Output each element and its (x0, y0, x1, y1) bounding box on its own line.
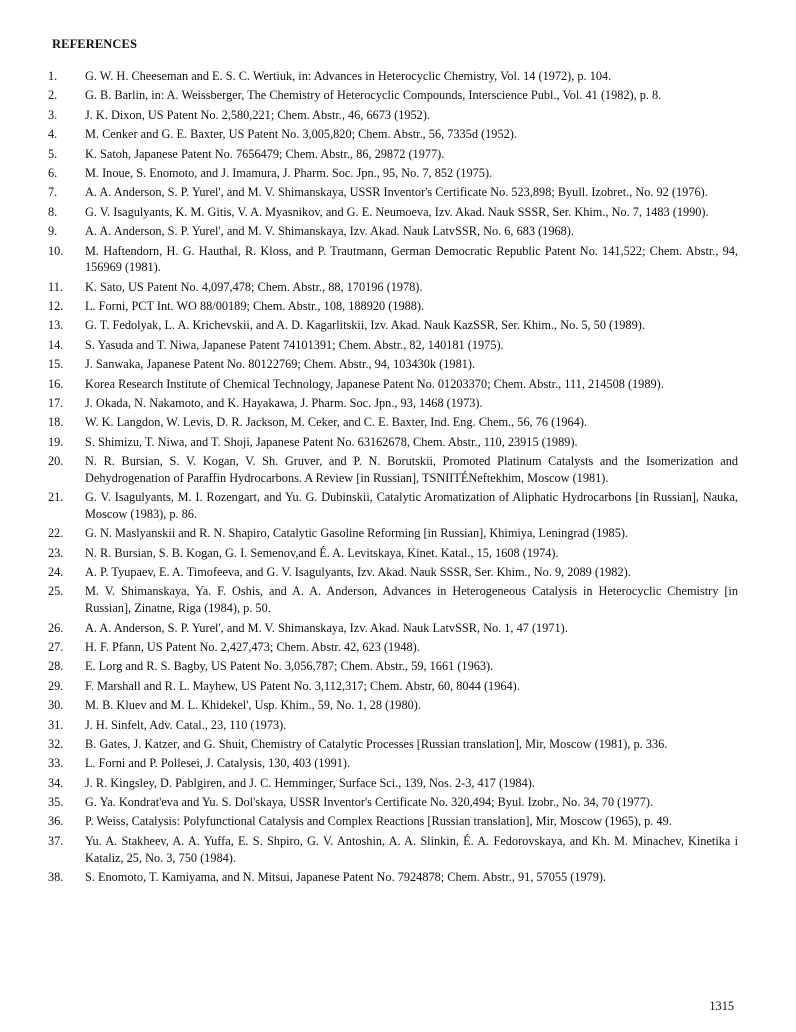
page-number: 1315 (709, 999, 734, 1013)
reference-text: G. B. Barlin, in: A. Weissberger, The Chemistry of Heterocyclic Compounds, Interscience Publ., Vol. 41 (1982), p. 8. (85, 88, 662, 103)
reference-number: 27. (48, 639, 64, 654)
reference-text: B. Gates, J. Katzer, and G. Shuit, Chemistry of Catalytic Processes [Russian translation], Mir, Moscow (1981), p. 336. (85, 736, 668, 751)
reference-number: 14. (48, 337, 64, 352)
reference-number: 4. (48, 127, 58, 142)
reference-text: M. B. Kluev and M. L. Khidekel', Usp. Khim., 59, No. 1, 28 (1980). (85, 698, 421, 713)
reference-entry (48, 68, 738, 85)
reference-entry (48, 395, 738, 412)
references-list (48, 68, 738, 888)
reference-number: 18. (48, 415, 64, 430)
reference-entry (48, 376, 738, 393)
reference-text: W. K. Langdon, W. Levis, D. R. Jackson, M. Ceker, and C. E. Baxter, Ind. Eng. Chem., 56, 76 (1964). (85, 415, 587, 430)
reference-text: M. Cenker and G. E. Baxter, US Patent No. 3,005,820; Chem. Abstr., 56, 7335d (1952). (85, 127, 517, 142)
reference-text: S. Enomoto, T. Kamiyama, and N. Mitsui, Japanese Patent No. 7924878; Chem. Abstr., 91, 57055 (1979). (85, 869, 607, 884)
reference-text: K. Satoh, Japanese Patent No. 7656479; Chem. Abstr., 86, 29872 (1977). (85, 146, 445, 161)
reference-entry (48, 356, 738, 373)
reference-number: 38. (48, 869, 64, 884)
reference-number: 32. (48, 736, 64, 751)
reference-number: 22. (48, 526, 64, 541)
reference-number: 26. (48, 620, 64, 635)
reference-entry (48, 184, 738, 201)
reference-number: 8. (48, 204, 58, 219)
reference-text: G. V. Isagulyants, M. I. Rozengart, and Yu. G. Dubinskii, Catalytic Aromatization of Aliphatic Hydrocarbons [in Russian], Nauka, Moscow (1983), p. 86. (85, 490, 738, 521)
reference-entry (48, 525, 738, 542)
reference-entry (48, 794, 738, 811)
reference-entry (48, 223, 738, 240)
reference-number: 12. (48, 299, 64, 313)
reference-text: L. Forni and P. Pollesei, J. Catalysis, 130, 403 (1991). (85, 756, 351, 771)
reference-number: 3. (48, 107, 58, 122)
reference-number: 35. (48, 795, 64, 810)
reference-number: 25. (48, 584, 64, 599)
reference-text: J. R. Kingsley, D. Pablgiren, and J. C. Hemminger, Surface Sci., 139, Nos. 2-3, 417 (1984). (85, 775, 535, 790)
reference-number: 34. (48, 775, 64, 790)
reference-entry (48, 434, 738, 451)
reference-number: 21. (48, 490, 64, 505)
reference-text: Korea Research Institute of Chemical Technology, Japanese Patent No. 01203370; Chem. Abstr., 111, 214508 (1989). (85, 376, 664, 391)
reference-entry (48, 717, 738, 734)
references-heading: REFERENCES (52, 37, 138, 51)
reference-entry (48, 337, 738, 354)
reference-entry (48, 813, 738, 830)
reference-entry (48, 736, 738, 753)
reference-text: G. T. Fedolyak, L. A. Krichevskii, and A. D. Kagarlitskii, Izv. Akad. Nauk KazSSR, Ser. Khim., No. 5, 50 (1989). (85, 318, 645, 333)
reference-number: 9. (48, 224, 58, 239)
reference-text: M. Haftendorn, H. G. Hauthal, R. Kloss, and P. Trautmann, German Democratic Republic Patent No. 141,522; Chem. Abstr., 94, 156969 (1981). (85, 243, 738, 275)
reference-number: 10. (48, 243, 64, 258)
reference-text: A. A. Anderson, S. P. Yurel', and M. V. Shimanskaya, Izv. Akad. Nauk LatvSSR, No. 6, 683 (1968). (85, 224, 574, 239)
reference-number: 6. (48, 165, 58, 180)
reference-text: N. R. Bursian, S. B. Kogan, G. I. Semenov,and É. A. Levitskaya, Kinet. Katal., 15, 1608 (1974). (85, 545, 559, 560)
reference-entry (48, 775, 738, 792)
reference-text: A. A. Anderson, S. P. Yurel', and M. V. Shimanskaya, Izv. Akad. Nauk LatvSSR, No. 1, 47 (1971). (85, 620, 568, 635)
reference-number: 16. (48, 376, 64, 391)
reference-entry (48, 639, 738, 656)
reference-entry (48, 107, 738, 124)
reference-entry (48, 87, 738, 104)
reference-text: S. Yasuda and T. Niwa, Japanese Patent 74101391; Chem. Abstr., 82, 140181 (1975). (85, 337, 504, 352)
reference-text: J. H. Sinfelt, Adv. Catal., 23, 110 (1973). (85, 717, 287, 732)
reference-text: G. W. H. Cheeseman and E. S. C. Wertiuk, in: Advances in Heterocyclic Chemistry, Vol. 14 (1972), p. 104. (85, 69, 612, 83)
reference-number: 1. (48, 69, 58, 83)
reference-entry (48, 545, 738, 562)
reference-text: G. V. Isagulyants, K. M. Gitis, V. A. Myasnikov, and G. E. Neumoeva, Izv. Akad. Nauk SSSR, Ser. Khim., No. 7, 1483 (1990). (85, 204, 709, 219)
reference-text: M. Inoue, S. Enomoto, and J. Imamura, J. Pharm. Soc. Jpn., 95, No. 7, 852 (1975). (85, 165, 493, 180)
reference-number: 11. (48, 279, 63, 294)
reference-text: P. Weiss, Catalysis: Polyfunctional Catalysis and Complex Reactions [Russian translation], Mir, Moscow (1965), p. 49. (85, 814, 672, 829)
reference-text: Yu. A. Stakheev, A. A. Yuffa, E. S. Shpiro, G. V. Antoshin, A. A. Slinkin, É. A. Fedorovskaya, and Kh. M. Minachev, Kinetika i Kataliz, 25, No. 3, 750 (1984). (85, 833, 738, 865)
reference-entry (48, 658, 738, 675)
reference-number: 24. (48, 565, 64, 580)
reference-text: L. Forni, PCT Int. WO 88/00189; Chem. Abstr., 108, 188920 (1988). (85, 299, 425, 313)
reference-number: 20. (48, 454, 64, 469)
reference-entry (48, 279, 738, 296)
reference-text: A. P. Tyupaev, E. A. Timofeeva, and G. V. Isagulyants, Izv. Akad. Nauk SSSR, Ser. Khim., No. 9, 2089 (1982). (85, 565, 631, 580)
reference-number: 7. (48, 185, 58, 200)
reference-entry (48, 755, 738, 772)
reference-entry (48, 243, 738, 276)
reference-entry (48, 697, 738, 714)
reference-text: N. R. Bursian, S. V. Kogan, V. Sh. Gruver, and P. N. Borutskii, Promoted Platinum Catalysts and the Isomerization and Dehydrogenation of Paraffin Hydrocarbons. A Review [in Russian], TSNIITÉNeftekhim, Moscow (1981). (85, 454, 738, 485)
reference-entry (48, 833, 738, 866)
reference-text: F. Marshall and R. L. Mayhew, US Patent No. 3,112,317; Chem. Abstr, 60, 8044 (1964). (85, 678, 520, 693)
reference-text: K. Sato, US Patent No. 4,097,478; Chem. Abstr., 88, 170196 (1978). (85, 279, 423, 294)
reference-entry (48, 204, 738, 221)
reference-number: 29. (48, 678, 64, 693)
reference-number: 17. (48, 395, 64, 410)
reference-text: H. F. Pfann, US Patent No. 2,427,473; Chem. Abstr. 42, 623 (1948). (85, 639, 420, 654)
reference-entry (48, 620, 738, 637)
reference-entry (48, 414, 738, 431)
reference-entry (48, 146, 738, 163)
reference-entry (48, 298, 738, 315)
reference-entry (48, 126, 738, 143)
reference-entry (48, 165, 738, 182)
reference-number: 23. (48, 545, 64, 560)
reference-entry (48, 489, 738, 522)
reference-entry (48, 869, 738, 886)
reference-text: G. N. Maslyanskii and R. N. Shapiro, Catalytic Gasoline Reforming [in Russian], Khimiya, Leningrad (1985). (85, 526, 629, 541)
reference-number: 5. (48, 146, 58, 161)
reference-text: J. Sanwaka, Japanese Patent No. 80122769; Chem. Abstr., 94, 103430k (1981). (85, 357, 476, 372)
reference-number: 37. (48, 833, 64, 848)
reference-entry (48, 317, 738, 334)
reference-entry (48, 564, 738, 581)
reference-entry (48, 678, 738, 695)
reference-number: 33. (48, 756, 64, 771)
reference-entry (48, 583, 738, 616)
reference-text: S. Shimizu, T. Niwa, and T. Shoji, Japanese Patent No. 63162678, Chem. Abstr., 110, 23915 (1989). (85, 434, 578, 449)
reference-number: 36. (48, 814, 64, 829)
reference-number: 19. (48, 434, 64, 449)
reference-text: G. Ya. Kondrat'eva and Yu. S. Dol'skaya, USSR Inventor's Certificate No. 320,494; Byul. Izobr., No. 34, 70 (1977). (85, 795, 654, 810)
reference-text: J. K. Dixon, US Patent No. 2,580,221; Chem. Abstr., 46, 6673 (1952). (85, 107, 430, 122)
reference-text: E. Lorg and R. S. Bagby, US Patent No. 3,056,787; Chem. Abstr., 59, 1661 (1963). (85, 659, 494, 674)
reference-number: 15. (48, 357, 64, 372)
reference-text: J. Okada, N. Nakamoto, and K. Hayakawa, J. Pharm. Soc. Jpn., 93, 1468 (1973). (85, 395, 483, 410)
reference-number: 31. (48, 717, 64, 732)
reference-number: 28. (48, 659, 64, 674)
reference-number: 13. (48, 318, 64, 333)
reference-text: M. V. Shimanskaya, Ya. F. Oshis, and A. A. Anderson, Advances in Heterogeneous Catalysis in Heterocyclic Chemistry [in Russian], Zinatne, Riga (1984), p. 50. (85, 584, 738, 616)
reference-entry (48, 453, 738, 486)
reference-number: 30. (48, 698, 64, 713)
reference-text: A. A. Anderson, S. P. Yurel', and M. V. Shimanskaya, USSR Inventor's Certificate No. 523,898; Byull. Izobret., No. 92 (1976). (85, 185, 708, 200)
reference-number: 2. (48, 88, 58, 103)
